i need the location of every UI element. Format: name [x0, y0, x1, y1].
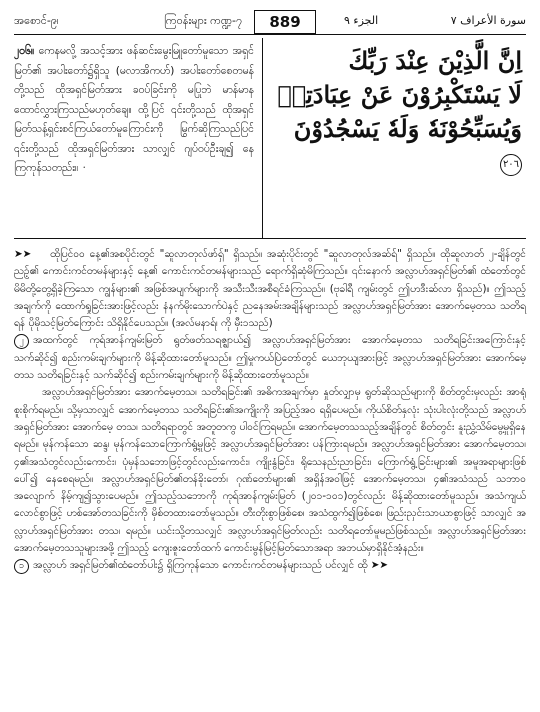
- header-surah: سورة الأعراف ٧: [450, 14, 526, 27]
- verse-translation: [14, 42, 254, 180]
- arabic-line-3-wrap: [272, 112, 522, 180]
- header-juz: الجزء ٩: [344, 14, 379, 27]
- arabic-line-2: لَا يَسْتَكْبِرُوْنَ عَنْ عِبَادَتِهٖ: [277, 80, 522, 109]
- page-number: 889: [254, 10, 316, 34]
- note-marker: ၂: [14, 334, 29, 349]
- page: [14, 10, 526, 702]
- arabic-line-1: اِنَّ الَّذِيْنَ عِنْدَ رَبِّكَ: [348, 46, 522, 75]
- commentary-text-1: ထိုပြင်ဝ၀ နေ့၏အစပိုင်းတွင် "ဆူလာတုလ်ဖာ်ရှ်" ရှိသည်။ အဆုံးပိုင်းတွင် "ဆူလာတုလ်အဆ်ရ်" ရှိသည်။ ထိုဆူလာတ် ၂-ချိန်တွင် ညဉ့်၏ ကောင်းကင်တမန်များနှင့် နေ့၏ ကောင်းကင်တမန်များသည် ရောက်ရှိဆုံမိကြသည်။ ၎င်းနောက် အလ္လာဟ်အရှင်မြတ်၏ ထံတော်တွင် မိမိတို့တွေ့ရှိခဲ့ကြသော ကျွန်များ၏ အဖြစ်အပျက်များကို အသီးသီးအစီရင်ခံကြသည်။ (ဗုခါရီ ကျမ်းတွင် ဤဟဒီးဆ်လာ ရှိသည်)။ ဤသည့်အချက်ကို ထောက်ရှုခြင်းအားဖြင့်လည်း နံနက်မိုးသောက်ပဲနှင့် ညနေအမ်းအချိန်များသည် အလ္လာဟ်အရှင်မြတ်အား အောက်မေ့တသ သတိရရန် ပိုမိုသင့်မြတ်ကြောင်း သိရှိနိုင်ပေသည်။ (အလ်မနာရ်၊ ကို မှီး၁သည်): [14, 248, 526, 330]
- verse-divider: [14, 238, 526, 239]
- header-section: ကြ၀န်းများ ကဏ္ဍ-၇: [164, 14, 243, 27]
- commentary-paragraph: [14, 246, 526, 332]
- header-divider: [14, 34, 526, 35]
- continue-arrows-end: ➤➤: [370, 559, 388, 572]
- commentary-text-2: အထက်တွင် ကုရ်အာန်ကျမ်းမြတ် ရွတ်ဖတ်သရဇ္ဈာယ်၍ အလ္လာဟ်အရှင်မြတ်အား အောက်မေ့တသ သတိရခြင်းအကြောင်းနှင့် သက်ဆိုင်၍ စည်းကမ်းချက်များကို မိန့်ဆိုထားတော်မူသည်။ ဤမှုကယ်ပြဲတော်တွင် ယေဘုယျအားဖြင့် အလ္လာဟ်အရှင်မြတ်အား အောက်မေ့တသ သတိရခြင်းနှင့် သက်ဆိုင်၍ စည်းကမ်းချက်များကို မိန့်ဆိုထားတော်မူသည်။: [14, 334, 526, 382]
- verse-number: ၂၀၆။: [14, 45, 35, 57]
- note-marker: ၁: [14, 559, 29, 574]
- commentary: [14, 246, 526, 575]
- commentary-paragraph: [14, 557, 526, 574]
- page-header: [14, 10, 526, 34]
- verse-end-marker: ٢٠٦: [500, 154, 522, 176]
- commentary-text-4: အလ္လာဟ် အရှင်မြတ်၏ထံတော်ပါး၌ ရှိကြကုန်သော ကောင်းကင်တမန်များသည် ပင်လျှင် ထို: [33, 559, 368, 572]
- verse-block: [14, 38, 526, 238]
- column-divider: [262, 38, 263, 238]
- header-issue: အစောင်-၉၊: [14, 14, 59, 27]
- footnote-marker: ᛫: [81, 164, 87, 174]
- arabic-line-3: وَيُسَبِّحُوْنَهٗ وَلَهٗ يَسْجُدُوْنَ: [293, 114, 522, 143]
- verse-translation-text: ကေနမလို့ အသင့်အား ဖန်ဆင်းမွေးမြူတော်မူသော အရှင်မြတ်၏ အပါးတော်၌ရှိသူ (မလာအိကဟ်) အပါးတော်စေတမန်တို့သည် ထိုအရှင်မြတ်အား ခ၀ပ်ခြင်းကို မပြုဘဲ မာန်မာန ထောင်လွှားကြသည်မဟုတ်ချေ။ ထို့ပြင် ၎င်းတို့သည် ထိုအရှင်မြတ်သန့်ရှင်းစင်ကြယ်တော်မူကြောင်းကို မြွက်ဆိုကြသည်ပြင် ၎င်းတို့သည် ထိုအရှင်မြတ်အား သာလျှင် ဂျပ်ဝပ်ဦးချ၍ နေကြကုန်သတည်း။: [14, 45, 254, 174]
- arabic-verse: [272, 44, 522, 180]
- commentary-paragraph: [14, 332, 526, 384]
- continue-arrows-start: ➤➤: [14, 248, 32, 260]
- commentary-text-3: အလ္လာဟ်အရှင်မြတ်အား အောက်မေ့တသ၊ သတိရခြင်း၏ အဓိကအချက်မှာ နှုတ်လျှာမှ ရွတ်ဆိုသည်များကို စိတ်တွင်းမှလည်း အာရုံစူးစိုက်ရမည်။ သို့မှသာလျှင် အောက်မေ့တသ သတိရခြင်း၏အကျိုးကို အပြည့်အ၀ ရရှိပေမည်။ ကိုယ်စိတ်နှလုံး သုံးပါးလုံးတို့သည် အလ္လာဟ်အရှင်မြတ်အား အောက်မေ့ တသ၊ သတိရရာတွင် အတူတကွ ပါ၀င်ကြရမည်။ အောက်မေ့တသသည့်အချိန်တွင် စိတ်တွင်း နူးညွှံ့သိမ်မွေ့မှုရှိနေရမည်။ မုန်ကန်သော ဆန္ဒ၊ မုန်ကန်သောကြောက်ရွံ့မှုဖြင့် အလ္လာဟ်အရှင်မြတ်အား ပန်ကြားရမည်။ အလ္လာဟ်အရှင်မြတ်အား အောက်မေ့တသ၊ ၄၏အသံတွင်လည်းကောင်း၊ ပုံမှန်သဘောဖြင့်တွင်လည်းကောင်း၊ ကျိုးနွံခြင်း၊ ရိုသေနည်းညာခြင်း၊ ကြောက်ရွံ့ခြင်းများ၏ အမူအရာများဖြစ်ပေါ်၍ နေစေရမည်။ အလ္လာဟ်အရှင်မြတ်၏တန်ခိုးတော်၊ ဂုဏ်တော်များ၏ အရှိန်အ၀ါဖြင့် အောက်မေ့တသ၊ ၄၏အသံသည် သဘာဝအလျောက် နိမ့်ကျ၍သွားပေမည်။ ဤသည့်သဘောကို ကုရ်အာန်ကျမ်းမြတ် (၂၀၁-၁၀၁)တွင်လည်း မိန့်ဆိုထားတော်မူသည်။ အသံကျယ်လောင်စွာဖြင့် ဟစ်အော်တသခြင်းကို မှိစ်တထားတော်မူသည်။ တီးတိုးစွာဖြစ်စေ၊ အသံထွက်၍ဖြစ်စေ၊ ဖြည်းညှင်းသာယာစွာဖြင့် သာလျှင် အလ္လာဟ်အရှင်မြတ်အား တသ၊ ရမည်။ ယင်းသို့တသလျှင် အလ္လာဟ်အရှင်မြတ်လည်း သတိရတော်မူမည်ဖြစ်သည်။ အလ္လာဟ်အရှင်မြတ်အား အောက်မေ့တသသူများအဖို့ ဤသည့် ကျေးဇူးတော်ထက် ကောင်းမွန်မြင့်မြတ်သောအရာ အဘယ်မှာရှိနိုင်အံ့နည်း။: [14, 386, 526, 555]
- commentary-paragraph: [14, 384, 526, 557]
